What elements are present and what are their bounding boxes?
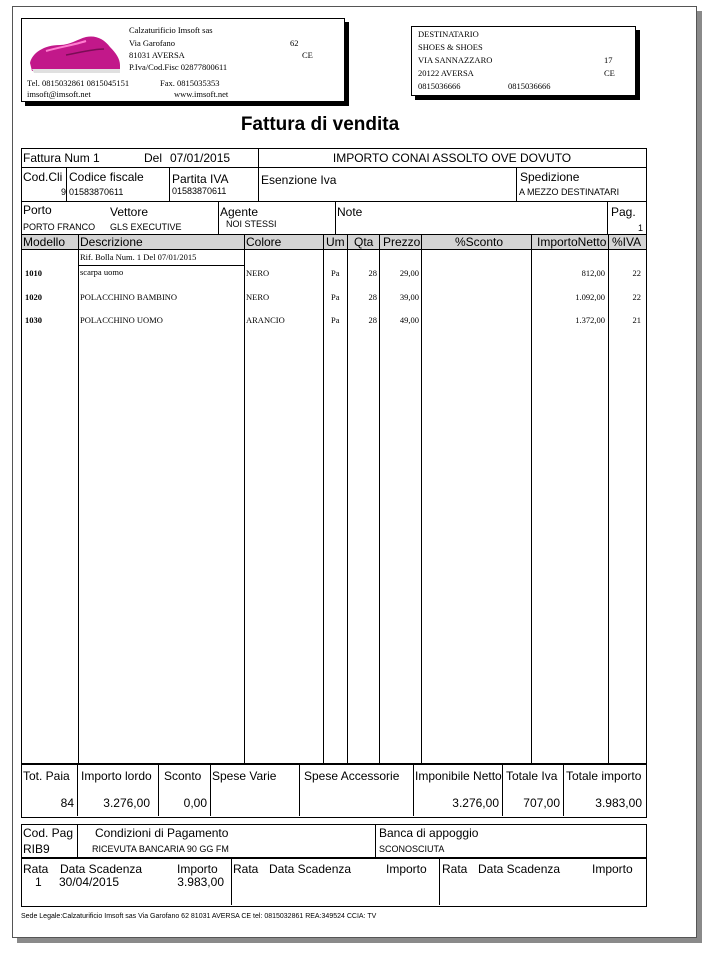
sender-fax: Fax. 0815035353 (160, 78, 220, 88)
agente-value: NOI STESSI (226, 219, 277, 229)
row-importo: 1.092,00 (575, 292, 605, 302)
scadenza-label: Data Scadenza (60, 862, 143, 876)
row-um: Pa (331, 315, 340, 325)
totale-iva-label: Totale Iva (506, 769, 558, 783)
col-importo: ImportoNetto (537, 235, 607, 249)
totale-importo-label: Totale importo (566, 769, 642, 783)
importo-rata-label: Importo (177, 862, 218, 876)
importo-rata-label-2: Importo (386, 862, 427, 876)
banca-value: SCONOSCIUTA (379, 844, 445, 854)
porto-value: PORTO FRANCO (23, 222, 96, 232)
row-colore: NERO (246, 268, 270, 278)
invoice-page (12, 6, 697, 938)
row-importo: 1.372,00 (575, 315, 605, 325)
recipient-phone2: 0815036666 (508, 81, 551, 91)
row-um: Pa (331, 268, 340, 278)
codpag-value: RIB9 (23, 842, 50, 856)
row-prezzo: 49,00 (399, 315, 419, 325)
conai-note: IMPORTO CONAI ASSOLTO OVE DOVUTO (332, 151, 572, 165)
invoice-date: 07/01/2015 (170, 151, 231, 165)
codcli-value: 9 (61, 187, 67, 197)
col-descrizione: Descrizione (80, 235, 143, 249)
spedizione-value: A MEZZO DESTINATARI (519, 188, 620, 197)
sender-email: imsoft@imsoft.net (27, 89, 91, 99)
importo-lordo-label: Importo lordo (81, 769, 152, 783)
row-qta: 28 (368, 315, 377, 325)
spese-accessorie-label: Spese Accessorie (304, 769, 400, 783)
rata-label: Rata (23, 862, 49, 876)
row-modello: 1020 (25, 292, 42, 302)
row-prezzo: 29,00 (399, 268, 419, 278)
totale-iva-value: 707,00 (523, 796, 560, 810)
invoice-num: 1 (93, 151, 100, 165)
recipient-phone1: 0815036666 (418, 81, 461, 91)
row-descrizione: POLACCHINO UOMO (80, 315, 163, 325)
sender-name: Calzaturificio Imsoft sas (129, 25, 213, 35)
col-iva: %IVA (612, 235, 642, 249)
sender-cap-city: 81031 AVERSA (129, 50, 185, 60)
col-qta: Qta (354, 235, 374, 249)
rata-label-3: Rata (442, 862, 468, 876)
row-iva: 22 (632, 292, 641, 302)
sender-tel: Tel. 0815032861 0815045151 (27, 78, 130, 88)
cf-value: 01583870611 (69, 187, 124, 197)
row-iva: 22 (632, 268, 641, 278)
condizioni-label: Condizioni di Pagamento (95, 826, 229, 840)
row-modello: 1010 (25, 268, 42, 278)
invoice-date-label: Del (144, 151, 163, 165)
recipient-box (411, 26, 636, 96)
recipient-street: VIA SANNAZZARO (418, 55, 493, 65)
row-colore: ARANCIO (246, 315, 285, 325)
pag-value: 1 (637, 223, 643, 233)
rata-value: 1 (35, 875, 42, 889)
recipient-province: CE (604, 68, 615, 78)
importo-rata-label-3: Importo (592, 862, 633, 876)
sender-street-no: 62 (290, 38, 299, 48)
codcli-label: Cod.Cli (23, 170, 63, 184)
row-modello: 1030 (25, 315, 42, 325)
piva-value: 01583870611 (172, 186, 227, 196)
porto-label: Porto (23, 203, 52, 217)
sender-street: Via Garofano (129, 38, 175, 48)
invoice-num-label: Fattura Num (23, 151, 90, 165)
sender-web: www.imsoft.net (174, 89, 229, 99)
imponibile-label: Imponibile Netto (415, 769, 502, 783)
scadenza-value: 30/04/2015 (59, 875, 120, 889)
totale-importo-value: 3.983,00 (595, 796, 642, 810)
scadenza-label-3: Data Scadenza (478, 862, 561, 876)
note-label: Note (337, 205, 363, 219)
ref-line: Rif. Bolla Num. 1 Del 07/01/2015 (80, 252, 197, 262)
ref-description: scarpa uomo (80, 267, 124, 277)
codpag-label: Cod. Pag (23, 826, 74, 840)
footer-legal: Sede Legale:Calzaturificio Imsoft sas Via Garofano 62 81031 AVERSA CE tel: 0815032861 REA:349524 CCIA: TV (21, 913, 377, 920)
banca-label: Banca di appoggio (379, 826, 479, 840)
row-um: Pa (331, 292, 340, 302)
spese-varie-label: Spese Varie (212, 769, 277, 783)
sconto-value: 0,00 (183, 796, 207, 810)
row-qta: 28 (368, 292, 377, 302)
sender-piva: P.Iva/Cod.Fisc 02877800611 (129, 62, 228, 72)
tot-paia-label: Tot. Paia (23, 769, 70, 783)
col-prezzo: Prezzo (383, 235, 421, 249)
row-importo: 812,00 (581, 268, 605, 278)
spedizione-label: Spedizione (520, 170, 580, 184)
sender-province: CE (302, 50, 313, 60)
vettore-label: Vettore (110, 205, 149, 219)
importo-rata-value: 3.983,00 (177, 875, 224, 889)
agente-label: Agente (220, 205, 259, 219)
document-title: Fattura di vendita (240, 114, 400, 135)
piva-label: Partita IVA (172, 172, 229, 186)
row-colore: NERO (246, 292, 270, 302)
condizioni-value: RICEVUTA BANCARIA 90 GG FM (92, 844, 229, 854)
sconto-label: Sconto (164, 769, 202, 783)
row-iva: 21 (632, 315, 641, 325)
recipient-heading: DESTINATARIO (418, 29, 479, 39)
recipient-street-no: 17 (604, 55, 613, 65)
importo-lordo-value: 3.276,00 (103, 796, 150, 810)
esenzione-label: Esenzione Iva (261, 173, 337, 187)
col-sconto: %Sconto (455, 235, 504, 249)
rata-label-2: Rata (233, 862, 259, 876)
scadenza-label-2: Data Scadenza (269, 862, 352, 876)
row-prezzo: 39,00 (399, 292, 419, 302)
row-descrizione: POLACCHINO BAMBINO (80, 292, 178, 302)
row-qta: 28 (368, 268, 377, 278)
items-table (21, 234, 647, 765)
shoe-logo-icon (26, 33, 122, 77)
sender-box (21, 18, 345, 102)
col-um: Um (326, 235, 345, 249)
pag-label: Pag. (611, 205, 636, 219)
col-colore: Colore (246, 235, 282, 249)
vettore-value: GLS EXECUTIVE (110, 222, 182, 232)
col-modello: Modello (23, 235, 66, 249)
tot-paia-value: 84 (60, 796, 74, 810)
recipient-name: SHOES & SHOES (418, 42, 483, 52)
recipient-cap-city: 20122 AVERSA (418, 68, 474, 78)
imponibile-value: 3.276,00 (452, 796, 499, 810)
cf-label: Codice fiscale (69, 170, 144, 184)
